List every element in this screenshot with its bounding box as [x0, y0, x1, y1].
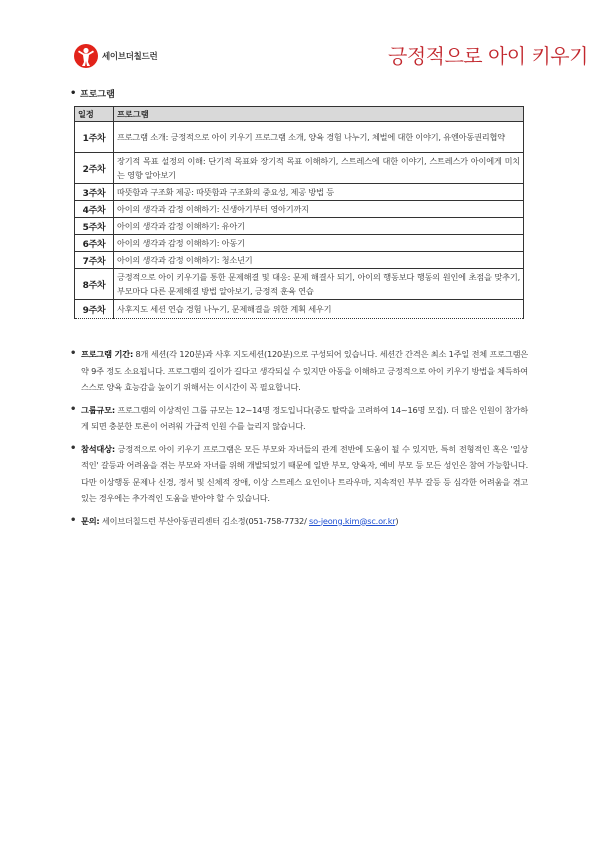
table-row: [75, 269, 524, 300]
program-cell: 아이의 생각과 감정 이해하기: 신생아기부터 영아기까지: [114, 201, 524, 218]
note-text: 긍정적으로 아이 키우기 프로그램은 모든 부모와 자녀들의 관계 전반에 도움이 될 수 있지만, 특히 전형적인 혹은 '일상적인' 갈등과 어려움을 겪는 부모와 자녀를 위해 개발되었기 때문에 일반 부모, 양육자, 예비 부모 등 모든 성인은 참여 가능합니다. 다만 이상행동 문제나 신경, 정서 및 신체적 장애, 이상 스트레스 요인이나 트라우마, 지속적인 부부 갈등 등 심각한 어려움을 겪고 있는 경우에는 추가적인 도움을 받아야 할 수 있습니다.: [81, 443, 528, 503]
section-title: 프로그램: [80, 90, 115, 100]
org-logo: [74, 44, 157, 68]
table-row: [75, 235, 524, 252]
program-cell: 사후지도 세션 연습 경험 나누기, 문제해결을 위한 계획 세우기: [114, 300, 524, 319]
program-cell: 긍정적으로 아이 키우기를 통한 문제해결 및 대응: 문제 해결사 되기, 아이의 행동보다 행동의 원인에 초점을 맞추기, 부모마다 다른 문제해결 방법 알아보기, 긍정적 훈육 연습: [114, 269, 524, 300]
note-duration: [70, 346, 528, 396]
week-cell: 3주차: [75, 184, 114, 201]
week-cell: 1주차: [75, 122, 114, 153]
week-cell: 9주차: [75, 300, 114, 319]
note-label: 그룹규모:: [81, 404, 115, 415]
section-heading: [70, 87, 115, 100]
table-row: [75, 122, 524, 153]
contact-email-link[interactable]: so-jeong.kim@sc.or.kr: [309, 515, 396, 526]
table-row: [75, 218, 524, 235]
table-row: [75, 300, 524, 319]
note-label: 프로그램 기간:: [81, 349, 134, 359]
table-row: [75, 153, 524, 184]
week-cell: 4주차: [75, 201, 114, 218]
note-text: 세이브더칠드런 부산아동권리센터 김소정(051-758-7732/: [99, 515, 310, 526]
program-brand-logo: [388, 40, 588, 69]
note-label: 문의:: [81, 515, 100, 526]
note-text: 프로그램의 이상적인 그룹 규모는 12~14명 정도입니다(중도 탈락을 고려하여 14~16명 모집). 더 많은 인원이 참가하게 되면 충분한 토론이 어려워 가급적 인원 수를 늘리지 않습니다.: [81, 404, 528, 431]
header-program: 프로그램: [114, 107, 524, 122]
program-cell: 따뜻함과 구조화 제공: 따뜻함과 구조화의 중요성, 제공 방법 등: [114, 184, 524, 201]
program-cell: 아이의 생각과 감정 이해하기: 청소년기: [114, 252, 524, 269]
bullet-icon: •: [70, 348, 77, 359]
program-cell: 장기적 목표 설정의 이해: 단기적 목표와 장기적 목표 이해하기, 스트레스에 대한 이야기, 스트레스가 아이에게 미치는 영향 알아보기: [114, 153, 524, 184]
week-cell: 6주차: [75, 235, 114, 252]
table-header-row: [75, 107, 524, 122]
bullet-icon: •: [70, 88, 77, 99]
bullet-icon: •: [70, 514, 77, 526]
brand-part1: 긍정적으로: [388, 44, 483, 68]
week-cell: 8주차: [75, 269, 114, 300]
table-row: [75, 201, 524, 218]
page-header: [0, 0, 595, 80]
header-schedule: 일정: [75, 107, 114, 122]
org-name: 세이브더칠드런: [102, 52, 158, 62]
program-notes: [70, 346, 528, 535]
bullet-icon: •: [70, 442, 77, 454]
week-cell: 7주차: [75, 252, 114, 269]
save-the-children-emblem-icon: [74, 44, 98, 68]
table-row: [75, 252, 524, 269]
bullet-icon: •: [70, 403, 77, 415]
note-target: [70, 441, 528, 507]
table-row: [75, 184, 524, 201]
note-contact: [70, 513, 528, 530]
note-group-size: [70, 402, 528, 435]
brand-part2: 아이 키우기: [487, 44, 588, 68]
note-text-close: ): [395, 515, 399, 526]
program-cell: 아이의 생각과 감정 이해하기: 아동기: [114, 235, 524, 252]
week-cell: 5주차: [75, 218, 114, 235]
program-cell: 프로그램 소개: 긍정적으로 아이 키우기 프로그램 소개, 양육 경험 나누기, 체벌에 대한 이야기, 유엔아동권리협약: [114, 122, 524, 153]
week-cell: 2주차: [75, 153, 114, 184]
program-table: [74, 106, 524, 319]
note-label: 참석대상:: [81, 443, 115, 454]
note-text: 8개 세션(각 120분)과 사후 지도세션(120분)으로 구성되어 있습니다. 세션간 간격은 최소 1주일 전체 프로그램은 약 9주 정도 소요됩니다. 프로그램의 길이가 길다고 생각되실 수 있지만 아동을 이해하고 긍정적으로 아이 키우기 방법을 체득하여 스스로 양육 효능감을 높이기 위해서는 이시간이 꼭 필요합니다.: [81, 349, 528, 392]
program-cell: 아이의 생각과 감정 이해하기: 유아기: [114, 218, 524, 235]
